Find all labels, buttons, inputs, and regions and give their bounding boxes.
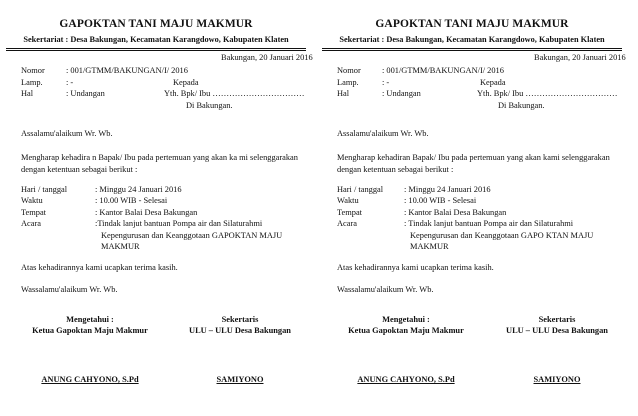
acara-value-2: Kepengurusan dan Keanggotaan GAPOKTAN MAJU [101,231,283,240]
hari-label: Hari / tanggal [21,185,68,194]
kepada-label: Kepada [480,78,506,87]
org-address: Sekertariat : Desa Bakungan, Kecamatan Karangdowo, Kabupaten Klaten [339,35,605,44]
sign-left-role: Mengetahui : [66,315,114,324]
sign-left-name: ANUNG CAHYONO, S.Pd [41,375,139,384]
header-rule-top [322,48,622,49]
hal-value: : Undangan [66,89,105,98]
nomor-label: Nomor [337,66,361,75]
header-rule-bottom [6,50,306,51]
recipient-line: Yth. Bpk/ Ibu …………………………… [477,89,618,98]
sign-left-name: ANUNG CAHYONO, S.Pd [357,375,455,384]
kepada-label: Kepada [173,78,199,87]
hari-label: Hari / tanggal [337,185,384,194]
org-address: Sekertariat : Desa Bakungan, Kecamatan Karangdowo, Kabupaten Klaten [23,35,289,44]
acara-value-3: MAKMUR [410,242,449,251]
lamp-value: : - [66,78,74,87]
greeting: Assalamu'alaikum Wr. Wb. [337,129,429,138]
body-line-2: dengan ketentuan sebagai berikut : [337,165,454,174]
org-title: GAPOKTAN TANI MAJU MAKMUR [375,18,569,30]
sign-right-org: ULU – ULU Desa Bakungan [506,326,608,335]
sign-right-role: Sekertaris [221,315,259,324]
sign-right-role: Sekertaris [538,315,576,324]
sign-right-org: ULU – ULU Desa Bakungan [189,326,291,335]
hal-label: Hal [21,89,34,98]
sign-left-role: Mengetahui : [382,315,430,324]
hari-value: : Minggu 24 Januari 2016 [404,185,491,194]
tempat-value: : Kantor Balai Desa Bakungan [95,208,198,217]
acara-label: Acara [21,219,41,228]
tempat-label: Tempat [337,208,362,217]
closing-salutation: Wassalamu'alaikum Wr. Wb. [337,285,434,294]
closing-thanks: Atas kehadirannya kami ucapkan terima kasih. [337,263,494,272]
sign-right-name: SAMIYONO [533,375,581,384]
waktu-label: Waktu [337,196,359,205]
place-date: Bakungan, 20 Januari 2016 [221,53,313,62]
place-date: Bakungan, 20 Januari 2016 [534,53,626,62]
lamp-label: Lamp. [337,78,359,87]
acara-label: Acara [337,219,357,228]
waktu-value: : 10.00 WIB - Selesai [404,196,477,205]
recipient-location: Di Bakungan. [498,101,545,110]
nomor-label: Nomor [21,66,45,75]
lamp-value: : - [382,78,390,87]
body-line-2: dengan ketentuan sebagai berikut : [21,165,138,174]
letter-right [322,0,632,416]
lamp-label: Lamp. [21,78,43,87]
header-rule-bottom [322,50,622,51]
sign-right-name: SAMIYONO [216,375,264,384]
acara-value-1: :Tindak lanjut bantuan Pompa air dan Silaturahmi [95,219,263,228]
header-rule-top [6,48,306,49]
tempat-label: Tempat [21,208,46,217]
body-line-1: Mengharap kehadiran Bapak/ Ibu pada pertemuan yang akan kami selenggarakan [337,153,610,162]
nomor-value: : 001/GTMM/BAKUNGAN/I/ 2016 [66,66,188,75]
acara-value-2: Kepengurusan dan Keanggotaan GAPO KTAN MAJU [410,231,594,240]
body-line-1: Mengharap kehadira n Bapak/ Ibu pada pertemuan yang akan ka mi selenggarakan [21,153,298,162]
closing-salutation: Wassalamu'alaikum Wr. Wb. [21,285,118,294]
sign-left-org: Ketua Gapoktan Maju Makmur [32,326,148,335]
recipient-location: Di Bakungan. [186,101,233,110]
nomor-value: : 001/GTMM/BAKUNGAN/I/ 2016 [382,66,504,75]
recipient-line: Yth. Bpk/ Ibu …………………………… [164,89,305,98]
acara-value-1: : Tindak lanjut bantuan Pompa air dan Silaturahmi [404,219,574,228]
hari-value: : Minggu 24 Januari 2016 [95,185,182,194]
sign-left-org: Ketua Gapoktan Maju Makmur [348,326,464,335]
waktu-label: Waktu [21,196,43,205]
tempat-value: : Kantor Balai Desa Bakungan [404,208,507,217]
acara-value-3: MAKMUR [101,242,140,251]
closing-thanks: Atas kehadirannya kami ucapkan terima kasih. [21,263,178,272]
greeting: Assalamu'alaikum Wr. Wb. [21,129,113,138]
letter-left [6,0,316,416]
org-title: GAPOKTAN TANI MAJU MAKMUR [59,18,253,30]
hal-label: Hal [337,89,350,98]
hal-value: : Undangan [382,89,421,98]
waktu-value: : 10.00 WIB - Selesai [95,196,168,205]
